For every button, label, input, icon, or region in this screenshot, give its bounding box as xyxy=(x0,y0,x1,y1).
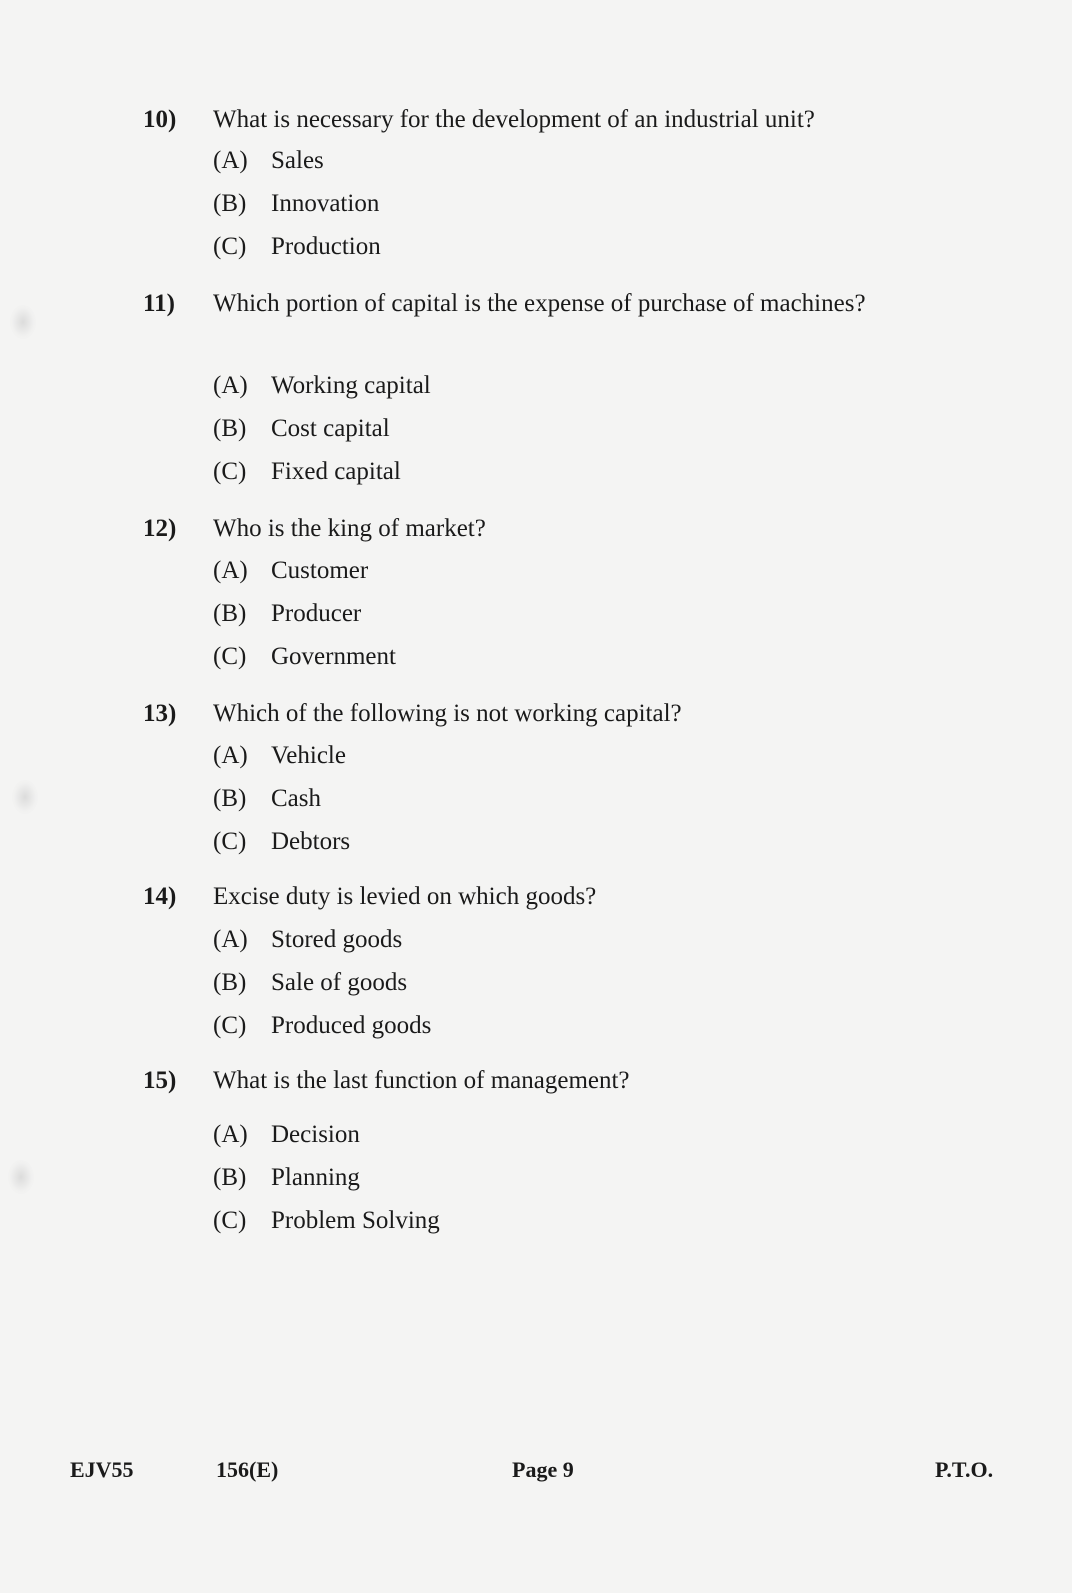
option-letter: (A) xyxy=(213,926,248,953)
option-text: Cost capital xyxy=(271,415,390,442)
option-letter: (A) xyxy=(213,557,248,584)
punch-hole-mark xyxy=(12,780,38,814)
option-b xyxy=(213,966,407,1000)
option-b xyxy=(213,187,379,221)
punch-hole-mark xyxy=(10,305,36,339)
footer-paper-code: 156(E) xyxy=(216,1457,279,1482)
question-number: 14) xyxy=(143,883,177,910)
option-b xyxy=(213,412,390,446)
option-letter: (C) xyxy=(213,1012,247,1039)
question-number: 13) xyxy=(143,700,177,727)
option-a xyxy=(213,923,402,957)
option-a xyxy=(213,144,324,178)
option-letter: (C) xyxy=(213,828,247,855)
option-c xyxy=(213,1204,440,1238)
question-number: 12) xyxy=(143,515,177,542)
question-text: Excise duty is levied on which goods? xyxy=(213,883,597,910)
option-b xyxy=(213,597,361,631)
option-b xyxy=(213,1161,360,1195)
option-text: Innovation xyxy=(271,190,380,217)
option-text: Problem Solving xyxy=(271,1207,440,1234)
option-letter: (B) xyxy=(213,969,247,996)
option-letter: (B) xyxy=(213,190,247,217)
option-letter: (C) xyxy=(213,1207,247,1234)
option-text: Sale of goods xyxy=(271,969,408,996)
option-letter: (C) xyxy=(213,643,247,670)
question-number: 11) xyxy=(143,290,175,317)
option-text: Customer xyxy=(271,557,369,584)
option-c xyxy=(213,640,396,674)
option-c xyxy=(213,455,401,489)
option-a xyxy=(213,369,431,403)
option-letter: (C) xyxy=(213,233,247,260)
option-letter: (B) xyxy=(213,785,247,812)
option-letter: (A) xyxy=(213,742,248,769)
option-letter: (A) xyxy=(213,1121,248,1148)
option-text: Working capital xyxy=(271,372,431,399)
option-a xyxy=(213,739,346,773)
option-a xyxy=(213,1118,360,1152)
option-text: Vehicle xyxy=(271,742,346,769)
option-text: Producer xyxy=(271,600,362,627)
question-number: 15) xyxy=(143,1067,177,1094)
punch-hole-mark xyxy=(8,1160,34,1194)
option-c xyxy=(213,230,381,264)
option-text: Government xyxy=(271,643,396,670)
footer-exam-code: EJV55 xyxy=(70,1457,134,1482)
option-letter: (A) xyxy=(213,372,248,399)
option-a xyxy=(213,554,368,588)
option-text: Stored goods xyxy=(271,926,403,953)
option-text: Fixed capital xyxy=(271,458,401,485)
option-text: Debtors xyxy=(271,828,351,855)
question-text: Which portion of capital is the expense of purchase of machines? xyxy=(213,290,866,317)
option-text: Production xyxy=(271,233,381,260)
footer-pto: P.T.O. xyxy=(935,1457,994,1482)
option-text: Produced goods xyxy=(271,1012,432,1039)
option-letter: (B) xyxy=(213,1164,247,1191)
option-c xyxy=(213,1009,431,1043)
option-c xyxy=(213,825,350,859)
option-text: Planning xyxy=(271,1164,360,1191)
option-letter: (B) xyxy=(213,600,247,627)
footer-page-number: Page 9 xyxy=(512,1457,574,1482)
option-text: Cash xyxy=(271,785,321,812)
option-letter: (A) xyxy=(213,147,248,174)
question-number: 10) xyxy=(143,106,177,133)
question-text: What is necessary for the development of an industrial unit? xyxy=(213,106,815,133)
question-text: Who is the king of market? xyxy=(213,515,486,542)
option-letter: (C) xyxy=(213,458,247,485)
option-text: Sales xyxy=(271,147,324,174)
question-text: Which of the following is not working capital? xyxy=(213,700,682,727)
option-letter: (B) xyxy=(213,415,247,442)
option-b xyxy=(213,782,321,816)
question-text: What is the last function of management? xyxy=(213,1067,630,1094)
option-text: Decision xyxy=(271,1121,360,1148)
